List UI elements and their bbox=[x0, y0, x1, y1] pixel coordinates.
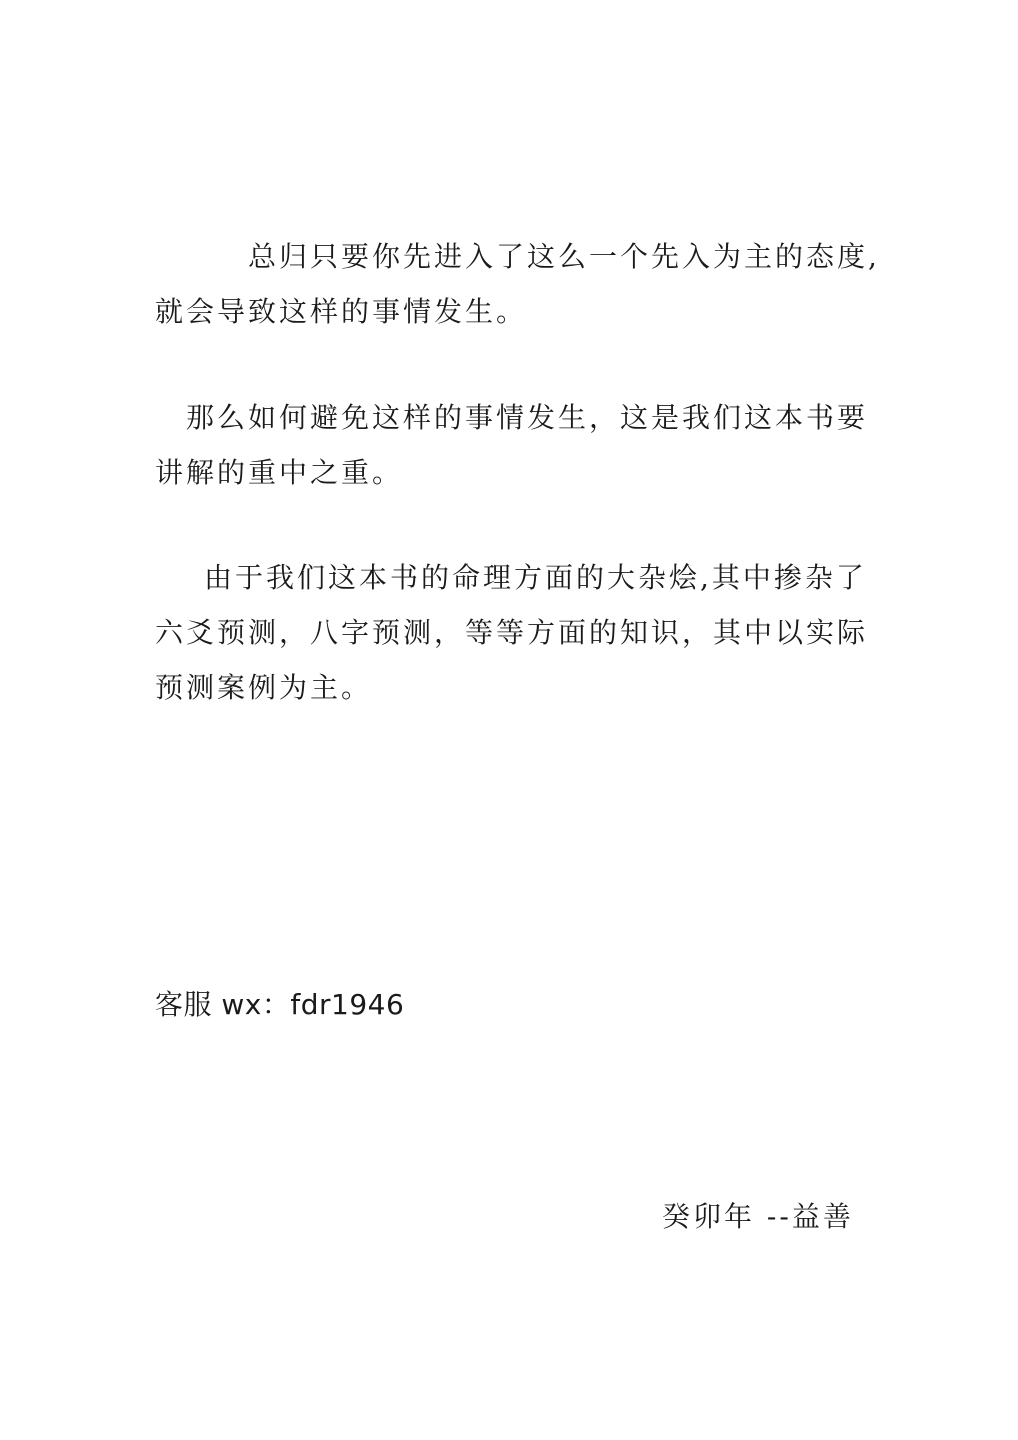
paragraph-3-line-3: 预测案例为主。 bbox=[155, 671, 373, 704]
signature: 癸卯年 --益善 bbox=[662, 1200, 854, 1233]
paragraph-1-line-2: 就会导致这样的事情发生。 bbox=[155, 295, 528, 328]
paragraph-3-line-1: 由于我们这本书的命理方面的大杂烩,其中掺杂了 bbox=[204, 561, 867, 594]
paragraph-3-line-2: 六爻预测，八字预测，等等方面的知识，其中以实际 bbox=[155, 616, 869, 649]
paragraph-2-line-2: 讲解的重中之重。 bbox=[155, 456, 404, 489]
paragraph-2-line-1: 那么如何避免这样的事情发生，这是我们这本书要 bbox=[186, 401, 869, 434]
contact-line: 客服 wx：fdr1946 bbox=[155, 988, 405, 1021]
paragraph-1-line-1: 总归只要你先进入了这么一个先入为主的态度, bbox=[248, 240, 880, 273]
